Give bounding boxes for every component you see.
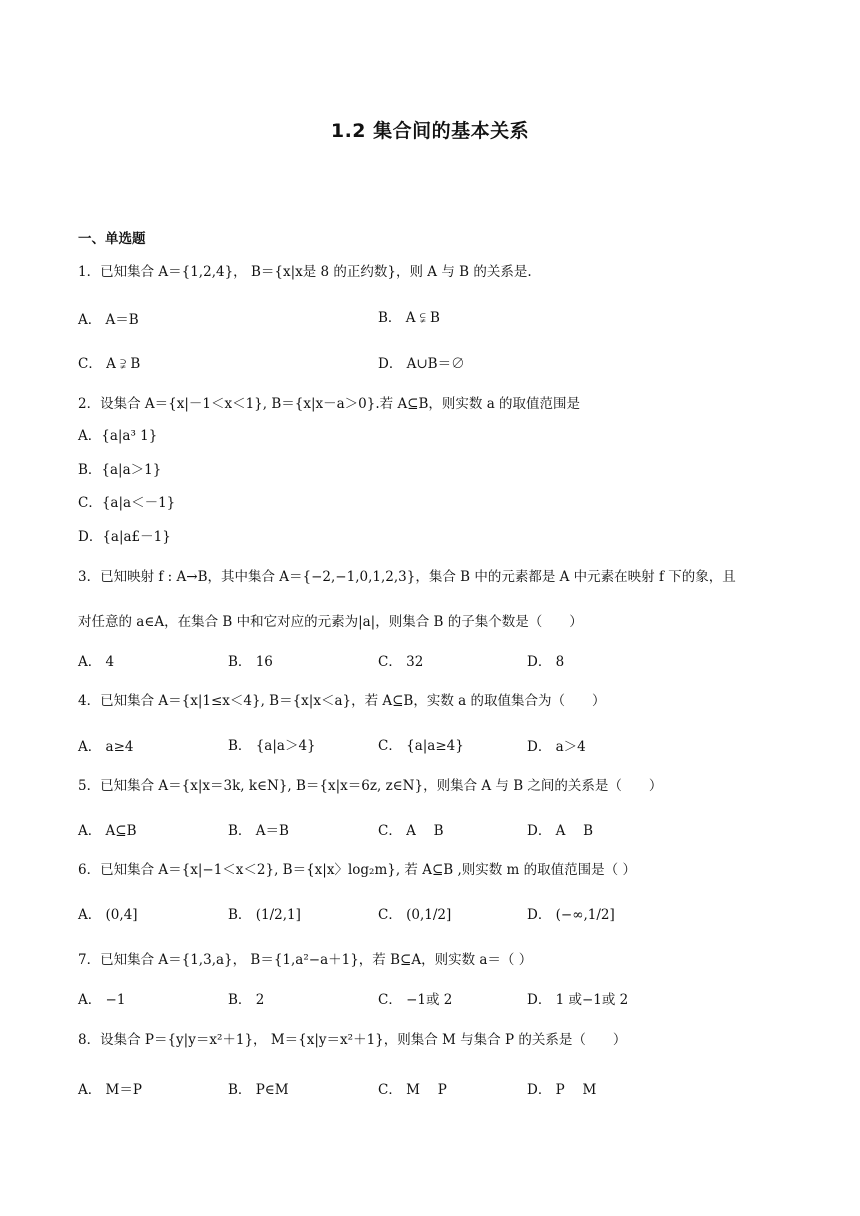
question-3-stem-line2: 对任意的 a∈A，在集合 B 中和它对应的元素为|a|，则集合 B 的子集个数是（ ） bbox=[78, 614, 583, 630]
question-2-stem: 2．设集合 A＝{x|－1＜x＜1}, B＝{x|x－a＞0}.若 A⊆B，则实数 a 的取值范围是 bbox=[78, 396, 581, 412]
question-8-option-c: C． M P bbox=[378, 1082, 447, 1098]
question-7-option-a: A． −1 bbox=[78, 992, 126, 1008]
question-5-option-a: A． A⊆B bbox=[78, 823, 137, 839]
question-2-option-c: C．{a|a＜－1} bbox=[78, 495, 176, 511]
question-8-stem: 8．设集合 P＝{y|y＝x²＋1}， M＝{x|y＝x²＋1}，则集合 M 与集合 P 的关系是（ ） bbox=[78, 1032, 627, 1048]
question-1-option-b: B． A ⫋ B bbox=[378, 310, 440, 326]
question-7-option-c: C． −1或 2 bbox=[378, 992, 453, 1008]
question-4-option-a: A． a≥4 bbox=[78, 739, 134, 755]
question-1-stem: 1．已知集合 A＝{1,2,4}， B＝{x|x是 8 的正约数}，则 A 与 B 的关系是. bbox=[78, 264, 532, 280]
question-5-option-b: B． A＝B bbox=[228, 823, 289, 839]
question-4-option-b: B． {a|a＞4} bbox=[228, 738, 316, 754]
question-7-option-d: D． 1 或−1或 2 bbox=[527, 992, 629, 1008]
question-5-stem: 5．已知集合 A＝{x|x＝3k, k∈N}, B＝{x|x＝6z, z∈N}，则集合 A 与 B 之间的关系是（ ） bbox=[78, 778, 663, 794]
question-3-option-d: D． 8 bbox=[527, 654, 565, 670]
question-3-option-c: C． 32 bbox=[378, 654, 424, 670]
question-8-option-a: A． M＝P bbox=[78, 1082, 142, 1098]
question-4-option-c: C． {a|a≥4} bbox=[378, 738, 464, 754]
question-6-option-d: D． (−∞,1/2] bbox=[527, 907, 615, 923]
question-3-option-b: B． 16 bbox=[228, 654, 273, 670]
question-7-option-b: B． 2 bbox=[228, 992, 265, 1008]
question-2-option-a: A．{a|a³ 1} bbox=[78, 428, 158, 444]
question-4-option-d: D． a＞4 bbox=[527, 739, 586, 755]
question-4-stem: 4．已知集合 A＝{x|1≤x＜4}, B＝{x|x＜a}，若 A⊆B，实数 a 的取值集合为（ ） bbox=[78, 693, 606, 709]
question-8-option-d: D． P M bbox=[527, 1082, 597, 1098]
section-heading: 一、单选题 bbox=[78, 231, 146, 247]
question-5-option-d: D． A B bbox=[527, 823, 594, 839]
question-3-option-a: A． 4 bbox=[78, 654, 115, 670]
question-2-option-d: D．{a|a£－1} bbox=[78, 529, 171, 545]
question-6-option-c: C． (0,1/2] bbox=[378, 907, 452, 923]
question-8-option-b: B． P∈M bbox=[228, 1082, 289, 1098]
page-title: 1.2 集合间的基本关系 bbox=[330, 120, 530, 142]
question-6-option-b: B． (1/2,1] bbox=[228, 907, 301, 923]
question-1-option-d: D． A∪B＝∅ bbox=[378, 356, 465, 372]
question-1-option-a: A． A＝B bbox=[78, 312, 139, 328]
question-2-option-b: B．{a|a＞1} bbox=[78, 462, 162, 478]
question-6-option-a: A． (0,4] bbox=[78, 907, 138, 923]
question-3-stem-line1: 3．已知映射 f : A→B，其中集合 A＝{−2,−1,0,1,2,3}，集合 B 中的元素都是 A 中元素在映射 f 下的象，且 bbox=[78, 569, 736, 585]
question-7-stem: 7．已知集合 A＝{1,3,a}， B＝{1,a²−a＋1}，若 B⊆A，则实数 a＝（ ） bbox=[78, 952, 533, 968]
question-6-stem: 6．已知集合 A＝{x|−1＜x＜2}, B＝{x|x〉log₂m}, 若 A⊆B ,则实数 m 的取值范围是（ ） bbox=[78, 862, 636, 878]
question-1-option-c: C． A ⫌ B bbox=[78, 356, 141, 372]
question-5-option-c: C． A B bbox=[378, 823, 444, 839]
